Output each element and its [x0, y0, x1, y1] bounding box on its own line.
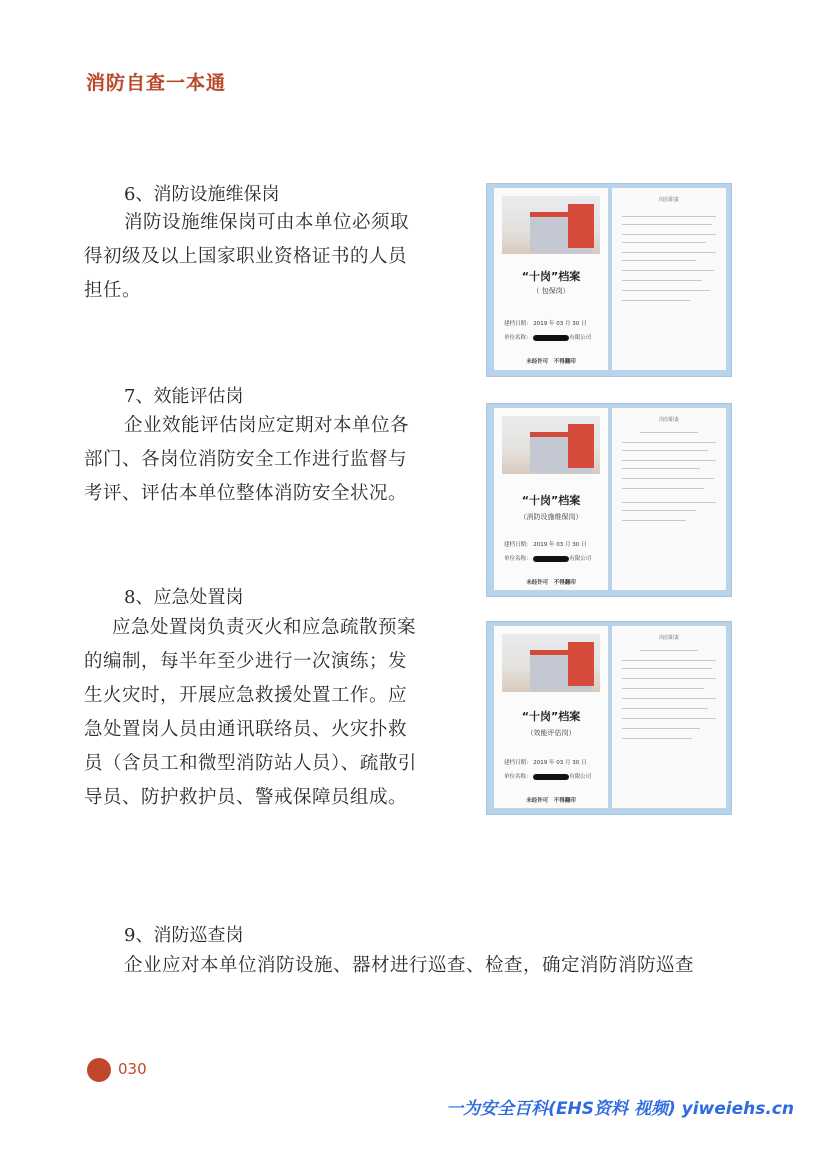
- section-9-heading: 9、消防巡查岗: [124, 925, 244, 946]
- watermark-text: 一为安全百科(EHS资料 视频) yiweiehs.cn: [446, 1099, 794, 1119]
- cover-subtitle: （消防设施维保岗）: [519, 513, 583, 521]
- archive-cover: [494, 188, 608, 370]
- archive-document-page: [612, 626, 726, 808]
- section-7-heading: 7、效能评估岗: [124, 386, 244, 407]
- cover-subtitle: （ 包保岗）: [532, 287, 570, 295]
- redaction-mark: [533, 774, 569, 780]
- page-number: 030: [118, 1060, 147, 1078]
- cover-title: “十岗”档案: [521, 710, 581, 723]
- archive-photo-3: [486, 621, 732, 815]
- section-8-heading: 8、应急处置岗: [124, 587, 244, 608]
- section-6-heading: 6、消防设施维保岗: [124, 184, 280, 205]
- page-number-dot: [87, 1058, 111, 1082]
- doc-heading: 岗位职责: [658, 197, 679, 203]
- cover-date: 建档日期： 2019 年 03 月 30 日: [504, 321, 587, 327]
- building-image: [502, 634, 600, 692]
- section-7-body: 企业效能评估岗应定期对本单位各部门、各岗位消防安全工作进行监督与考评、评估本单位整体消防安全状况。: [84, 415, 410, 504]
- building-image: [502, 196, 600, 254]
- cover-unit: 单位名称： 有限公司: [504, 556, 592, 562]
- doc-heading: 岗位职责: [658, 635, 679, 641]
- book-title: 消防自查一本通: [86, 72, 227, 94]
- redaction-mark: [533, 556, 569, 562]
- cover-unit: 单位名称： 有限公司: [504, 335, 592, 341]
- cover-title: “十岗”档案: [521, 270, 581, 283]
- section-8-body: 应急处置岗负责灭火和应急疏散预案的编制，每半年至少进行一次演练；发生火灾时，开展应急救援处置工作。应急处置岗人员由通讯联络员、火灾扑救员（含员工和微型消防站人员）、疏散引导员、防护救护员、警戒保障员组成。: [84, 617, 417, 808]
- archive-photo-1: [486, 183, 732, 377]
- cover-title: “十岗”档案: [521, 494, 581, 507]
- cover-footer: 未经许可 不得翻印: [526, 798, 576, 804]
- cover-footer: 未经许可 不得翻印: [526, 359, 576, 365]
- section-9-body: 企业应对本单位消防设施、器材进行巡查、检查，确定消防消防巡查: [124, 955, 695, 976]
- archive-cover: [494, 408, 608, 590]
- archive-document-page: [612, 408, 726, 590]
- cover-subtitle: （效能评估岗）: [526, 729, 576, 737]
- redaction-mark: [533, 335, 569, 341]
- archive-photo-2: [486, 403, 732, 597]
- section-6-body: 消防设施维保岗可由本单位必须取得初级及以上国家职业资格证书的人员担任。: [84, 212, 410, 301]
- cover-date: 建档日期： 2019 年 03 月 30 日: [504, 542, 587, 548]
- cover-footer: 未经许可 不得翻印: [526, 580, 576, 586]
- cover-unit: 单位名称： 有限公司: [504, 774, 592, 780]
- building-image: [502, 416, 600, 474]
- doc-heading: 岗位职责: [658, 417, 679, 423]
- archive-document-page: [612, 188, 726, 370]
- cover-date: 建档日期： 2019 年 03 月 30 日: [504, 760, 587, 766]
- archive-cover: [494, 626, 608, 808]
